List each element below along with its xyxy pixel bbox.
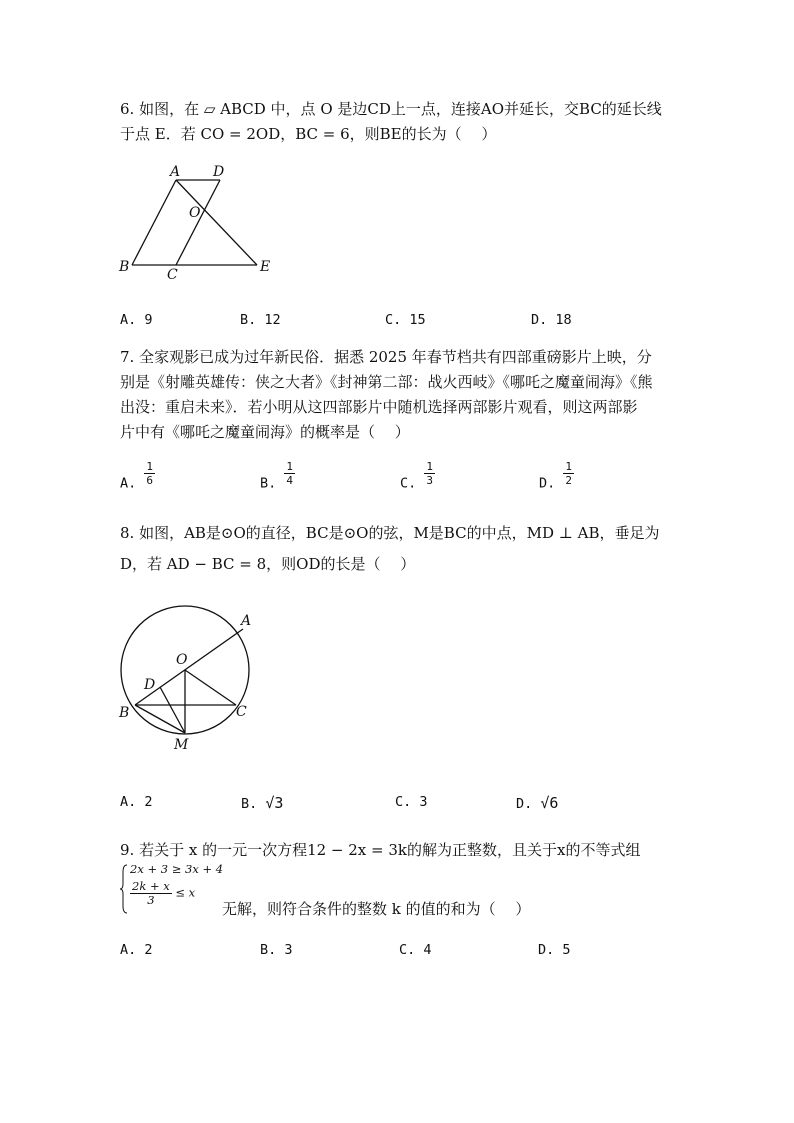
q6-label-b: B	[119, 259, 130, 275]
q6-option-c: C. 15	[385, 312, 426, 328]
q6-text-line1: 6. 如图，在 ▱ ABCD 中，点 O 是边CD上一点，连接AO并延长，交BC的延长线	[120, 100, 662, 118]
q6-label-e: E	[260, 259, 271, 275]
q8-text-line2: D，若 AD − BC = 8，则OD的长是（ ）	[120, 555, 416, 573]
q9-option-d: D. 5	[538, 942, 571, 958]
q8-diameter-ab	[135, 629, 243, 705]
q7-option-d: D. $\frac{1}{2}$	[539, 460, 573, 492]
q6-text-line2: 于点 E．若 CO = 2OD，BC = 6，则BE的长为（ ）	[120, 125, 497, 143]
q8-label-a: A	[241, 613, 252, 629]
q9-text-line1: 9. 若关于 x 的一元一次方程12 − 2x = 3k的解为正整数，且关于x的不等式组	[120, 841, 641, 859]
q8-label-c: C	[236, 704, 247, 720]
q6-label-d: D	[213, 164, 225, 180]
q8-label-m: M	[174, 737, 189, 753]
q9-option-b: B. 3	[260, 942, 293, 958]
q6-segment-ae	[176, 180, 257, 265]
q7-text-line3: 出没：重启未来》．若小明从这四部影片中随机选择两部影片观看，则这两部影	[120, 398, 638, 416]
q7-text-line2: 别是《射雕英雄传：侠之大者》《封神第二部：战火西岐》《哪吒之魔童闹海》《熊	[120, 373, 653, 391]
q6-label-a: A	[170, 164, 181, 180]
q6-figure-parallelogram	[112, 160, 282, 285]
q8-figure-circle	[110, 600, 270, 760]
q6-segment-ab	[132, 180, 176, 265]
q6-segment-dc	[176, 180, 220, 265]
q7-text-line1: 7. 全家观影已成为过年新民俗．据悉 2025 年春节档共有四部重磅影片上映，分	[120, 348, 652, 366]
q7-option-b: B. $\frac{1}{4}$	[260, 460, 294, 492]
q6-option-d: D. 18	[531, 312, 572, 328]
q6-option-b: B. 12	[240, 312, 281, 328]
q8-segment-oc	[185, 670, 236, 705]
q7-option-a: A. $\frac{1}{6}$	[120, 460, 154, 492]
q9-inequality-1: 2x + 3 ≥ 3x + 4	[130, 862, 224, 876]
q8-option-c: C. 3	[395, 794, 428, 810]
q6-label-o: O	[189, 205, 201, 221]
q7-text-line4: 片中有《哪吒之魔童闹海》的概率是（ ）	[120, 423, 410, 441]
q8-label-d: D	[144, 677, 156, 693]
q8-option-d: D. √6	[516, 794, 559, 812]
q8-label-b: B	[119, 705, 130, 721]
q9-text-line3: 无解，则符合条件的整数 k 的值的和为（ ）	[222, 900, 531, 918]
q9-inequality-2: $\frac{2k + x}{3}$ ≤ x	[132, 879, 196, 907]
q6-label-c: C	[167, 267, 178, 283]
q9-option-a: A. 2	[120, 942, 153, 958]
q9-brace	[120, 864, 128, 914]
q8-text-line1: 8. 如图，AB是⊙O的直径，BC是⊙O的弦，M是BC的中点，MD ⊥ AB，垂足为	[120, 524, 660, 542]
q8-label-o: O	[176, 652, 188, 668]
q8-option-a: A. 2	[120, 794, 153, 810]
q9-option-c: C. 4	[399, 942, 432, 958]
q6-option-a: A. 9	[120, 312, 153, 328]
q9-inequality-system	[120, 862, 230, 918]
q8-option-b: B. √3	[241, 794, 284, 812]
q7-option-c: C. $\frac{1}{3}$	[400, 460, 434, 492]
